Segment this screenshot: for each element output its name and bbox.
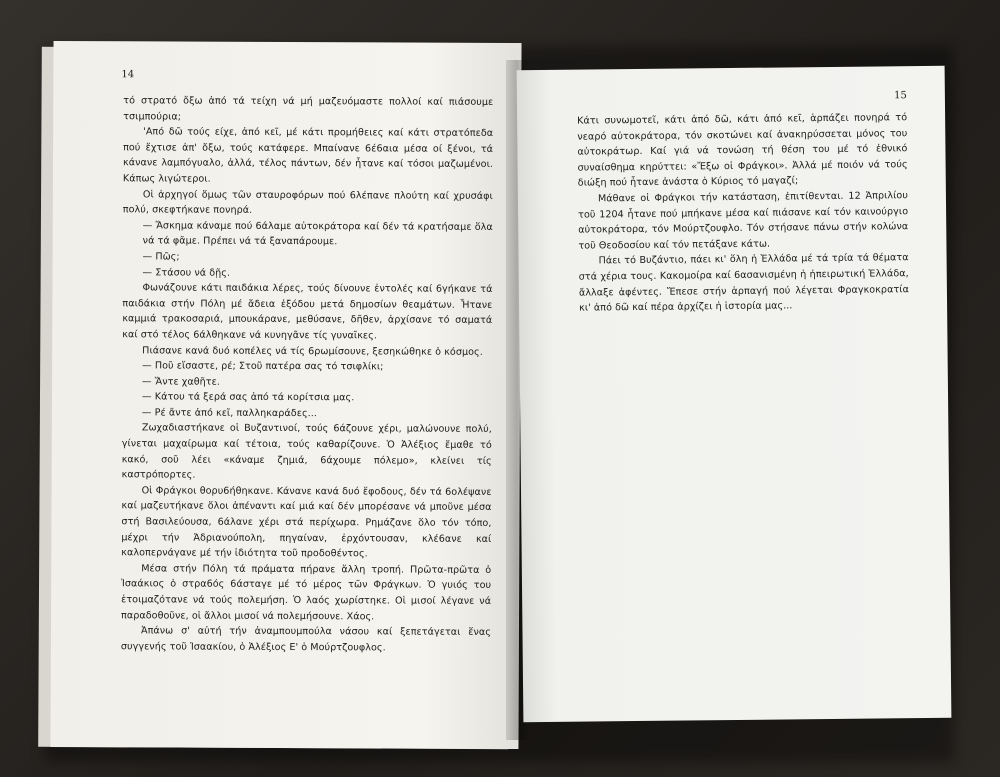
dialogue-line: — Ἄντε χαθῆτε. — [142, 376, 221, 388]
dialogue-line: — Ποῦ εἴσαστε, ρέ; Στοῦ πατέρα σας τό τσιφλίκι; — [142, 360, 384, 373]
right-page — [517, 66, 952, 722]
paragraph: Μάθανε οἱ Φράγκοι τήν κατάσταση, ἐπιτίθενται. 12 Ἀπριλίου τοῦ 1204 ἦτανε πού μπήκανε μέσα καί πιάσανε καί τόν καινούργιο αὐτοκράτορα, τόν Μούρτζουφλο. Τόν στήσανε πάνω στήν κολώνα τοῦ Θεοδοσίου καί τόν πετάξανε κάτω. — [578, 190, 909, 252]
paragraph: Πάει τό Βυζάντιο, πάει κι' ὅλη ἡ Ἑλλάδα μέ τά τρία τά θέματα στά χέρια τους. Κακομοίρα καί 6ασανισμένη ἡ ἠπειρωτική Ἑλλάδα, ἄλλαξε ἀφέντες. Ἔπεσε στήν ἁρπαγή πού λέγεται Φραγκοκρατία κι' ἀπό δῶ καί πέρα ἀρχίζει ἡ ἱστορία μας... — [578, 252, 909, 314]
left-page-number: 14 — [121, 69, 135, 81]
paragraph: Φωνάζουνε κάτι παιδάκια λέρες, τούς δίνουνε ἐντολές καί 6γήκανε τά παιδάκια στήν Πόλη μέ ἄδεια ἐξόδου μετά δημοσίων θεαμάτων. Ἦτανε καμμιά τρακοσαριά, μπουκάρανε, μεθύσανε, δῆθεν, ἀρχίσανε τό σαματά καί στό τέλος 6άλθηκανε νά κυνηγᾶνε τίς γυναῖκες. — [122, 282, 493, 342]
right-page-text — [577, 110, 909, 316]
paragraph: Πιάσανε κανά δυό κοπέλες νά τίς 6ρωμίσουνε, ξεσηκώθηκε ὁ κόσμος. — [142, 344, 483, 358]
paragraph: Μέσα στήν Πόλη τά πράματα πήρανε ἄλλη τροπή. Πρῶτα-πρῶτα ὁ Ἰσαάκιος ὁ στρα6ός 6άσταγε μέ τό μέρος τῶν Φράγκων. Ὁ γυιός του ἑτοιμαζότανε νά τούς πολεμήση. Ὁ λαός χωρίστηκε. Οἱ μισοί λέγανε νά παραδοθοῦνε, οἱ ἄλλοι μισοί νά πολεμήσουνε. Χάος. — [121, 563, 492, 622]
dialogue-line: — Κάτου τά ξερά σας ἀπό τά κορίτσια μας. — [141, 391, 355, 404]
paragraph: Οἱ Φράγκοι θορυ6ήθηκανε. Κάνανε κανά δυό ἔφοδους, δέν τά 6ολέψανε καί μαζευτήκανε ὅλοι ἀπέναντι καί μιά καί δέν μπορέσανε νά μποῦνε μέσα στή Βασιλεύουσα, 6άλανε χέρι στά περίχωρα. Ρημάζανε ὅλο τόν τόπο, μέχρι τήν Ἀδριανούπολη, πηγαίναν, ἐρχόντουσαν, κλέ6ανε καί καλοπερνάγανε μέ τήν ἰδιότητα τοῦ προδοθέντος. — [121, 485, 492, 560]
paragraph: Οἱ ἀρχηγοί ὅμως τῶν σταυροφόρων πού 6λέπανε πλούτη καί χρυσάφι πολύ, σκεφτήκανε πονηρά. — [122, 188, 493, 217]
paragraph: Ζωχαδιαστήκανε οἱ Βυζαντινοί, τούς 6άζουνε χέρι, μαλώνουνε πολύ, γίνεται μαχαίρωμα καί τέτοια, τούς καθαρίζουνε. Ὁ Ἀλέξιος ἔμαθε τό κακό, σοῦ λέει «κάναμε ζημιά, 6άχουμε πόλεμο», κλείνει τίς καστρόπορτες. — [121, 422, 492, 481]
left-page — [50, 41, 521, 749]
dialogue-line: — Στάσου νά δῇς. — [142, 266, 231, 279]
paragraph: Κάτι συνωμοτεῖ, κάτι ἀπό δῶ, κάτι ἀπό κεῖ, ἁρπάζει πονηρά τό νεαρό αὐτοκράτορα, τόν σκοτώνει καί ἀνακηρύσσεται μόνος του αὐτοκράτωρ. Καί γιά νά τονώση τή θέση του μέ τό ἐθνικό συναίσθημα κηρύττει: «Ἔξω οἱ Φράγκοι». Ἀλλά μέ ποιόν νά τούς διώξη πού ἦτανε ἀνάστα ὁ Κύριος τό μαγαζί; — [577, 112, 908, 189]
dialogue-line: — Ρέ ἄντε ἀπό κεῖ, παλληκαράδες... — [141, 407, 317, 420]
paragraph: τό στρατό ὄξω ἀπό τά τείχη νά μή μαζευόμαστε πολλοί καί πιάσουμε τσιμπούρια; — [123, 95, 494, 123]
paragraph: 'Από δῶ τούς είχε, ἀπό κεῖ, μέ κάτι προμήθειες καί κάτι στρατόπεδα πού ἔχτισε ἀπ' ὄξω, τούς κατάφερε. Μπαίνανε 6έ6αια μέσα οί ξένοι, τά κάνανε λαμπόγυαλο, ἀλλά, τέλος πάντων, δέν ἦτανε καί τόσοι μαζωμένοι. Κάπως λιγώτεροι. — [122, 126, 494, 185]
dialogue-line: — Ἄσκημα κάναμε πού 6άλαμε αὐτοκράτορα καί δέν τά κρατήσαμε ὅλα νά τά φᾶμε. Πρέπει νά τά ξαναπάρουμε. — [142, 220, 493, 248]
dialogue-line: — Πῶς; — [142, 251, 180, 263]
right-page-number: 15 — [894, 90, 907, 102]
left-page-text — [121, 93, 493, 656]
paragraph: Ἀπάνω σ' αὐτή τήν ἀναμπουμπούλα νάσου καί ξεπετάγεται ἕνας συγγενής τοῦ Ἰσαακίου, ὁ Ἀλέξιος Ε' ὁ Μούρτζουφλος. — [120, 625, 491, 654]
